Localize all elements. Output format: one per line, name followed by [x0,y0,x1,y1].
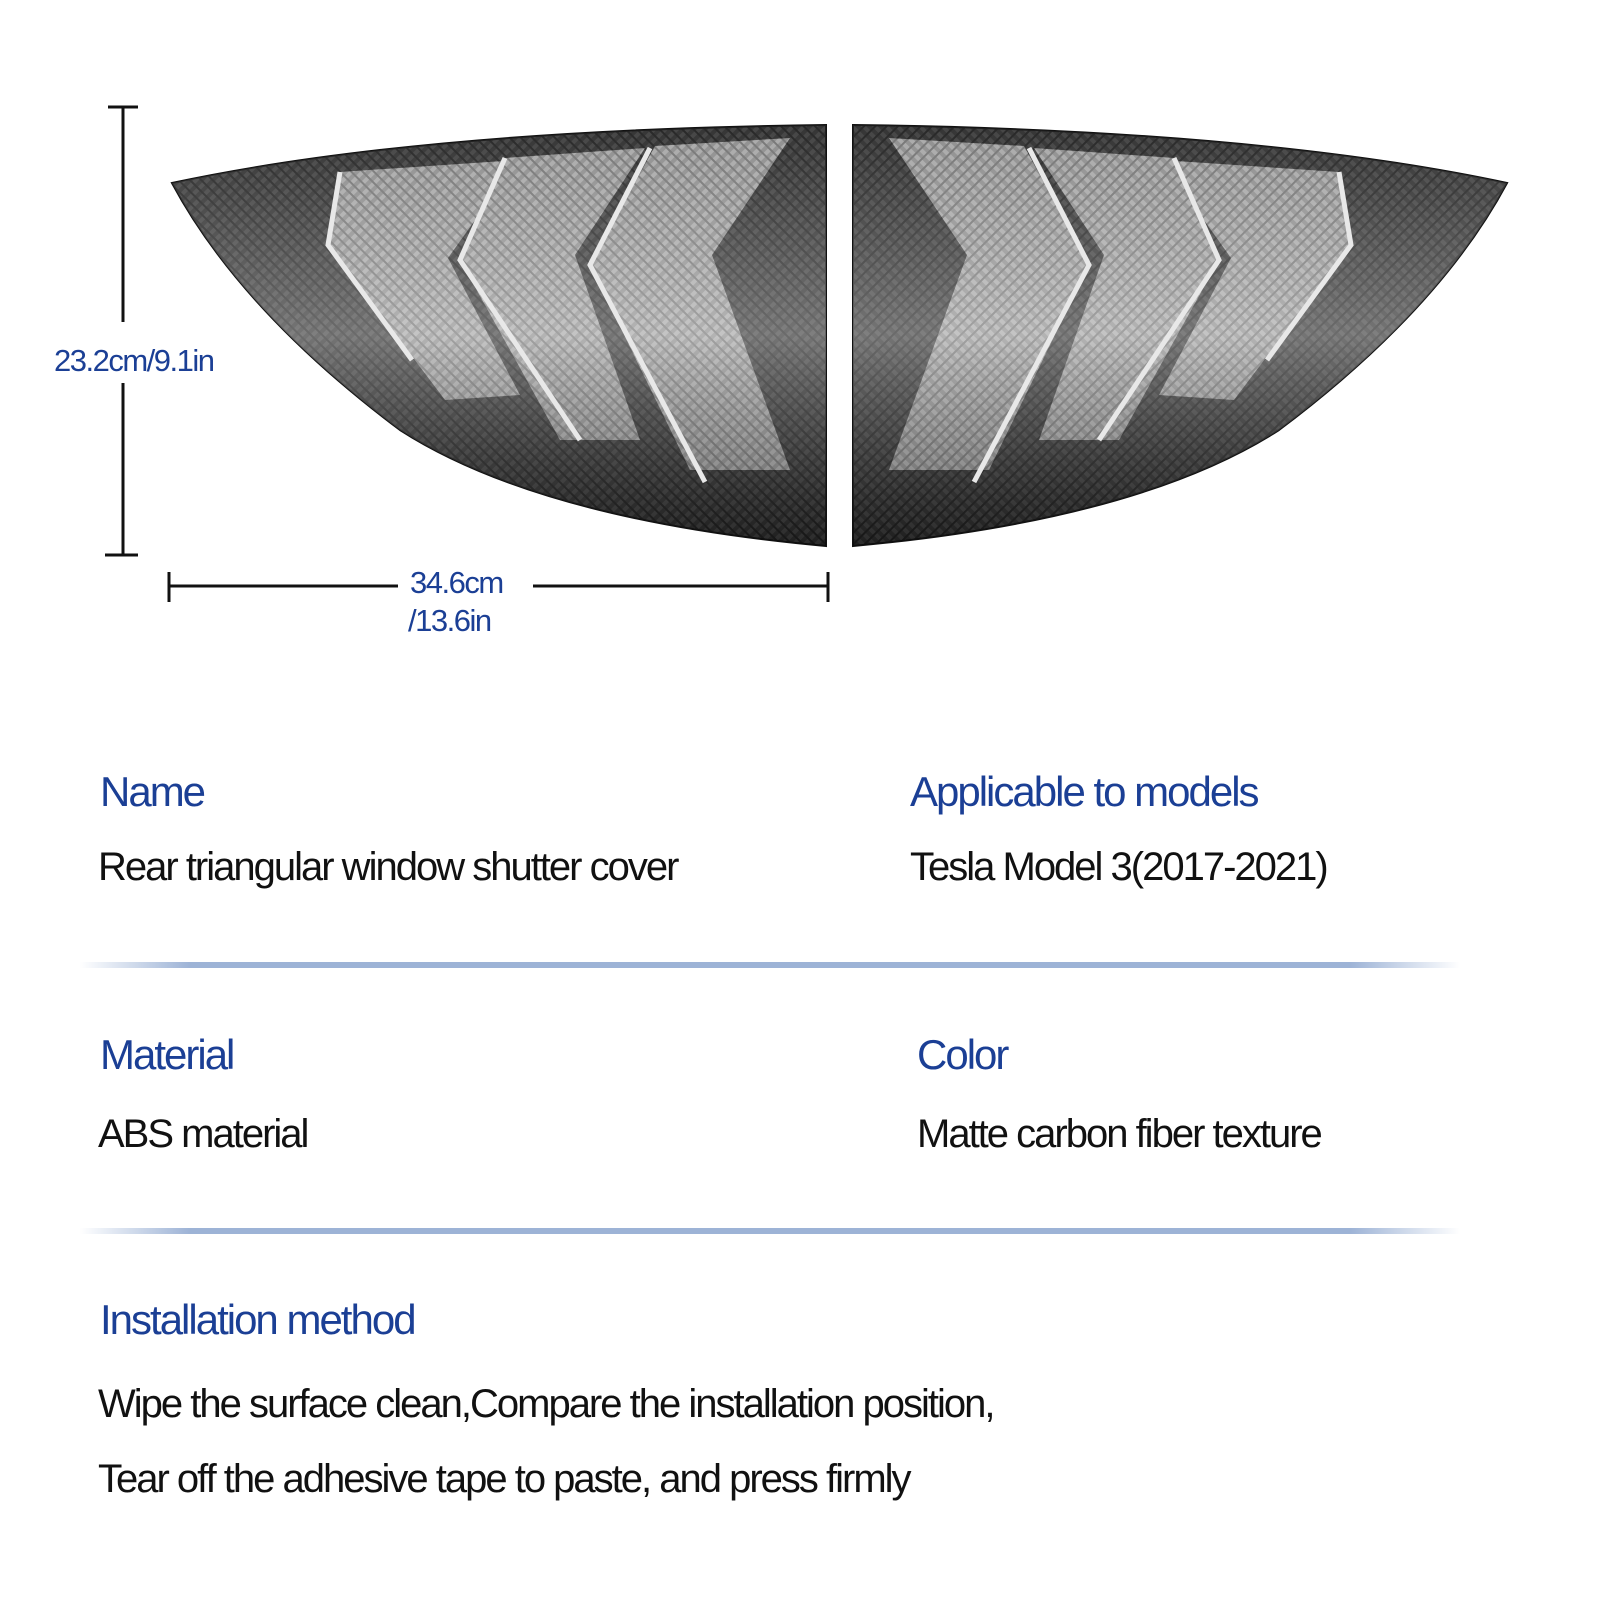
divider [80,962,1460,968]
width-dimension-label: 34.6cm [410,565,503,600]
installation-step-1: Wipe the surface clean,Compare the installation position, [98,1382,994,1426]
right-louver-panel [853,125,1507,546]
spec-value-material: ABS material [98,1112,308,1156]
spec-label-material: Material [100,1031,234,1078]
spec-value-name: Rear triangular window shutter cover [98,845,678,889]
width-dimension-label-inches: /13.6in [408,603,491,638]
installation-step-2: Tear off the adhesive tape to paste, and press firmly [98,1457,910,1501]
product-figure [0,0,1600,700]
spec-value-color: Matte carbon fiber texture [917,1112,1321,1156]
spec-label-name: Name [100,768,205,815]
height-dimension-line [105,107,138,555]
left-louver-panel [172,125,826,546]
height-dimension-label: 23.2cm/9.1in [54,343,214,378]
spec-label-color: Color [917,1031,1008,1078]
spec-label-models: Applicable to models [910,768,1258,815]
installation-label: Installation method [100,1296,415,1343]
divider [80,1228,1460,1234]
spec-value-models: Tesla Model 3(2017-2021) [910,845,1327,889]
